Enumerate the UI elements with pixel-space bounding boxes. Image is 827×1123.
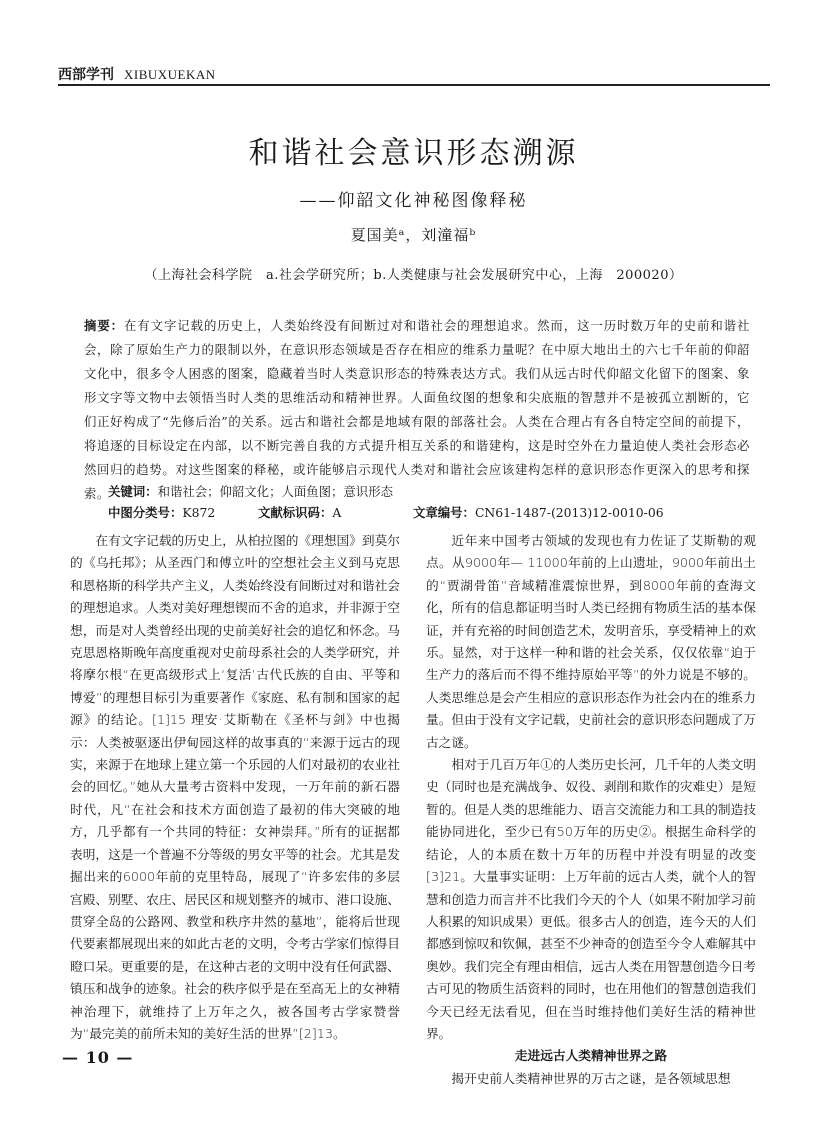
section-heading: 走进远古人类精神世界之路 bbox=[514, 1048, 668, 1064]
page-number: — 10 — bbox=[62, 1048, 134, 1067]
journal-name-en: XIBUXUEKAN bbox=[124, 67, 216, 82]
article-subtitle: ——仰韶文化神秘图像释秘 bbox=[299, 191, 528, 211]
keywords-text: 和谐社会；仰韶文化；人面鱼图；意识形态 bbox=[157, 484, 393, 499]
clc-label: 中图分类号： bbox=[108, 505, 183, 520]
doc-code-label: 文献标识码： bbox=[258, 505, 333, 520]
abstract-text: 在有文字记载的历史上，人类始终没有间断过对和谐社会的理想追求。然而，这一历时数万年的史前和谐社会，除了原始生产力的限制以外，在意识形态领域是否存在相应的维系力量呢？在中原大地出土的六七千年前的仰韶文化中，很多令人困惑的图案，隐藏着当时人类意识形态的特殊表达方式。我们从远古时代仰韶文化留下的图案、象形文字等文物中去领悟当时人类的思维活动和精神世界。人面鱼纹图的想象和尖底瓶的智慧并不是被孤立割断的，它们正好构成了“先修后治”的关系。远古和谐社会都是地域有限的部落社会。人类在合理占有各自特定空间的前提下，将追逐的目标设定在内部，以不断完善自我的方式提升相互关系的和谐建构，这是时空外在力量迫使人类社会形态必然回归的趋势。对这些图案的释秘，或许能够启示现代人类对和谐社会应该建构怎样的意识形态作更深入的思考和探索。 bbox=[84, 318, 750, 501]
keywords bbox=[108, 482, 748, 500]
body-paragraph: 在有文字记载的历史上，从柏拉图的《理想国》到莫尔的《乌托邦》；从圣西门和傅立叶的空想社会主义到马克思和恩格斯的科学共产主义，人类始终没有间断过对和谐社会的理想追求。人类对美好理想锲而不舍的追求，并非源于空想，而是对人类曾经出现的史前美好社会的追忆和怀念。马克思恩格斯晚年高度重视对史前母系社会的人类学研究，并将摩尔根“在更高级形式上‘复活’古代氏族的自由、平等和博爱”的理想目标引为重要著作《家庭、私有制和国家的起源》的结论。[1]15 理安·艾斯勒在《圣杯与剑》中也揭示：人类被驱逐出伊甸园这样的故事真的“来源于远古的现实，来源于在地球上建立第一个乐园的人们对最初的农业社会的回忆。”她从大量考古资料中发现，一万年前的新石器时代，凡“在社会和技术方面创造了最初的伟大突破的地方，几乎都有一个共同的特征：女神崇拜。”所有的证据都表明，这是一个普遍不分等级的男女平等的社会。尤其是发掘出来的6000年前的克里特岛，展现了“许多宏伟的多层宫殿、别墅、农庄、居民区和规划整齐的城市、港口设施、贯穿全岛的公路网、教堂和秩序井然的墓地”，能将后世现代要素都展现出来的如此古老的文明，令考古学家们惊得目瞪口呆。更重要的是，在这种古老的文明中没有任何武器、镇压和战争的迹象。社会的秩序似乎是在至高无上的女神精神治理下，就维持了上万年之久，被各国考古学家赞誉为“最完美的前所未知的美好生活的世界”[2]13。 bbox=[70, 533, 400, 1041]
article-number-value: CN61-1487-(2013)12-0010-06 bbox=[474, 505, 664, 520]
journal-name bbox=[58, 64, 216, 84]
running-header bbox=[58, 62, 770, 86]
doc-code-value: A bbox=[332, 505, 342, 520]
article-title: 和谐社会意识形态溯源 bbox=[248, 136, 579, 171]
author-affiliation: （上海社会科学院 a.社会学研究所；b.人类健康与社会发展研究中心，上海 200020） bbox=[144, 268, 683, 283]
journal-name-cn: 西部学刊 bbox=[58, 67, 114, 83]
abstract-label: 摘要： bbox=[84, 318, 124, 333]
keywords-label: 关键词： bbox=[108, 484, 158, 499]
body-column-right bbox=[426, 530, 756, 1090]
clc-value: K872 bbox=[182, 505, 216, 520]
classification-line bbox=[108, 503, 748, 521]
body-paragraph: 近年来中国考古领域的发现也有力佐证了艾斯勒的观点。从9000年— 11000年前的上山遗址，9000年前出土的“贾湖骨笛”音域精准震惊世界，到8000年前的查海文化，所有的信息都证明当时人类已经拥有物质生活的基本保证，并有充裕的时间创造艺术，发明音乐，享受精神上的欢乐。显然，对于这样一种和谐的社会关系，仅仅依靠“迫于生产力的落后而不得不维持原始平等”的外力说是不够的。人类思维总是会产生相应的意识形态作为社会内在的维系力量。但由于没有文字记载，史前社会的意识形态问题成了万古之谜。 bbox=[426, 533, 756, 750]
body-paragraph: 揭开史前人类精神世界的万古之谜，是各领域思想 bbox=[451, 1070, 731, 1086]
article-number-label: 文章编号： bbox=[413, 505, 475, 520]
body-column-left bbox=[70, 530, 400, 1045]
abstract bbox=[84, 314, 750, 506]
body-paragraph: 相对于几百万年①的人类历史长河，几千年的人类文明史（同时也是充满战争、奴役、剥削和欺作的灾难史）是短暂的。但是人类的思维能力、语言交流能力和工具的制造技能协同进化，至少已有50万年的历史②。根据生命科学的结论，人的本质在数十万年的历程中并没有明显的改变[3]21。大量事实证明：上万年前的远古人类，就个人的智慧和创造力而言并不比我们今天的个人（如果不附加学习前人积累的知识成果）更低。很多古人的创造，连今天的人们都感到惊叹和钦佩，甚至不少神奇的创造至今令人难解其中奥妙。我们完全有理由相信，远古人类在用智慧创造今日考古可见的物质生活资料的同时，也在用他们的智慧创造我们今天已经无法看见，但在当时维持他们美好生活的精神世界。 bbox=[426, 757, 756, 1041]
article-authors: 夏国美ᵃ，刘潼福ᵇ bbox=[350, 226, 477, 244]
